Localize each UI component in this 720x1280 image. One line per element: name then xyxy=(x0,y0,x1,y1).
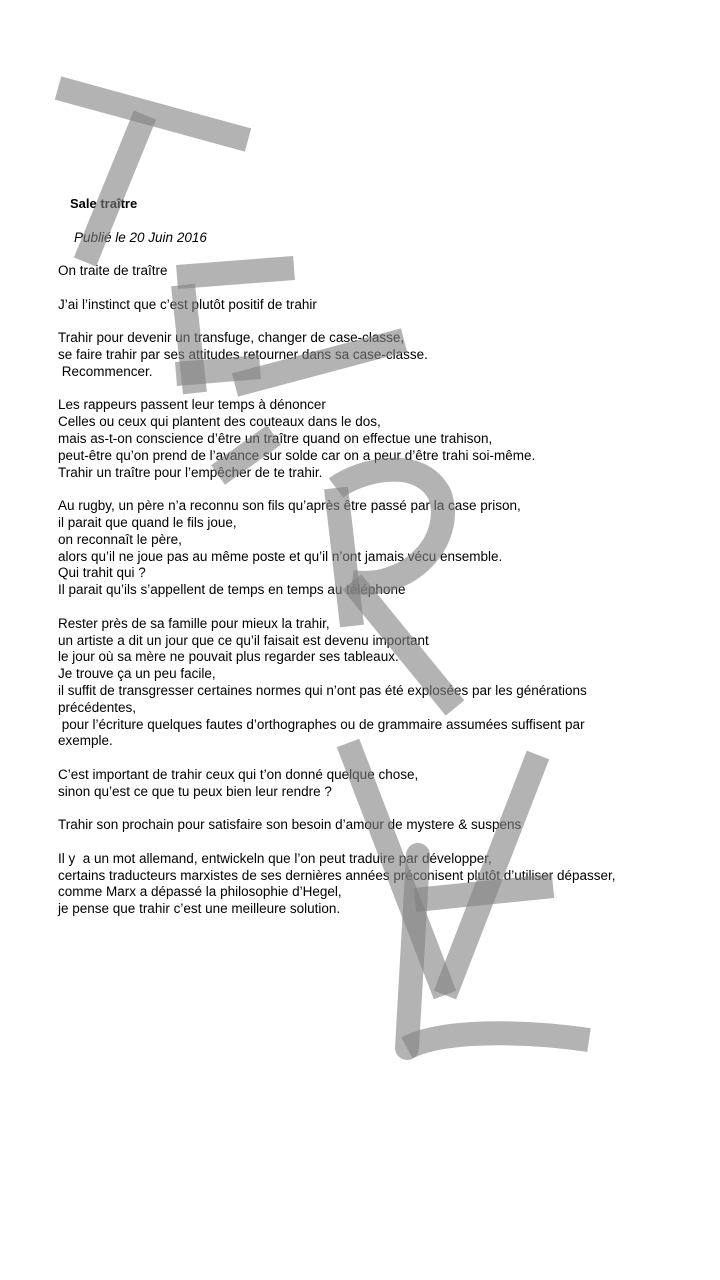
paragraph xyxy=(58,297,618,314)
paragraph xyxy=(58,263,618,280)
publication-date: Publié le 20 Juin 2016 xyxy=(74,230,207,245)
paragraph xyxy=(58,767,618,801)
text-line: se faire trahir par ses attitudes retourner dans sa case-classe. xyxy=(58,346,428,362)
text-line: Je trouve ça un peu facile, xyxy=(58,666,216,682)
text-line: mais as-t-on conscience d’être un traître quand on effectue une trahison, xyxy=(58,430,493,446)
text-line: on reconnaît le père, xyxy=(58,531,182,547)
text-line: Les rappeurs passent leur temps à dénoncer xyxy=(58,397,326,413)
text-line: Celles ou ceux qui plantent des couteaux dans le dos, xyxy=(58,414,381,430)
text-line: Qui trahit qui ? xyxy=(58,565,146,581)
text-line: C’est important de trahir ceux qui t’on donné quelque chose, xyxy=(58,766,419,782)
document-title: Sale traître xyxy=(70,196,138,211)
paragraph xyxy=(58,330,618,380)
text-line: alors qu’il ne joue pas au même poste et qu’il n’ont jamais vécu ensemble. xyxy=(58,548,503,564)
text-line: sinon qu’est ce que tu peux bien leur rendre ? xyxy=(58,783,332,799)
text-line: il parait que quand le fils joue, xyxy=(58,514,237,530)
paragraph xyxy=(58,616,618,750)
text-line: Recommencer. xyxy=(58,363,153,379)
paragraph xyxy=(58,397,618,481)
text-line: peut-être qu’on prend de l’avance sur solde car on a peur d’être trahi soi-même. xyxy=(58,447,536,463)
text-line: Il y a un mot allemand, entwickeln que l’on peut traduire par développer, xyxy=(58,850,492,866)
text-line: certains traducteurs marxistes de ses dernières années préconisent plutôt d’utiliser dépasser, xyxy=(58,867,616,883)
text-line: Trahir un traître pour l’empêcher de te trahir. xyxy=(58,464,323,480)
paragraph xyxy=(58,851,618,918)
text-line: Rester près de sa famille pour mieux la trahir, xyxy=(58,615,330,631)
text-line: Trahir son prochain pour satisfaire son besoin d’amour de mystere & suspens xyxy=(58,817,522,833)
text-line: un artiste a dit un jour que ce qu’il faisait est devenu important xyxy=(58,632,429,648)
text-line: J’ai l’instinct que c’est plutôt positif de trahir xyxy=(58,296,317,312)
text-line: Il parait qu’ils s’appellent de temps en temps au téléphone xyxy=(58,582,406,598)
document-body xyxy=(58,263,618,935)
text-line: Au rugby, un père n’a reconnu son fils qu’après être passé par la case prison, xyxy=(58,498,521,514)
text-line: Trahir pour devenir un transfuge, changer de case-classe, xyxy=(58,330,405,346)
text-line: le jour où sa mère ne pouvait plus regarder ses tableaux. xyxy=(58,649,399,665)
text-line: je pense que trahir c’est une meilleure solution. xyxy=(58,901,341,917)
text-line: On traite de traître xyxy=(58,263,168,278)
text-line: il suffit de transgresser certaines normes qui n’ont pas été explosées par les générations précédentes, xyxy=(58,682,591,715)
text-line: comme Marx a dépassé la philosophie d’Hegel, xyxy=(58,884,342,900)
paragraph xyxy=(58,498,618,599)
paragraph xyxy=(58,817,618,834)
text-line: pour l’écriture quelques fautes d’orthographes ou de grammaire assumées suffisent par exemple. xyxy=(58,716,589,749)
